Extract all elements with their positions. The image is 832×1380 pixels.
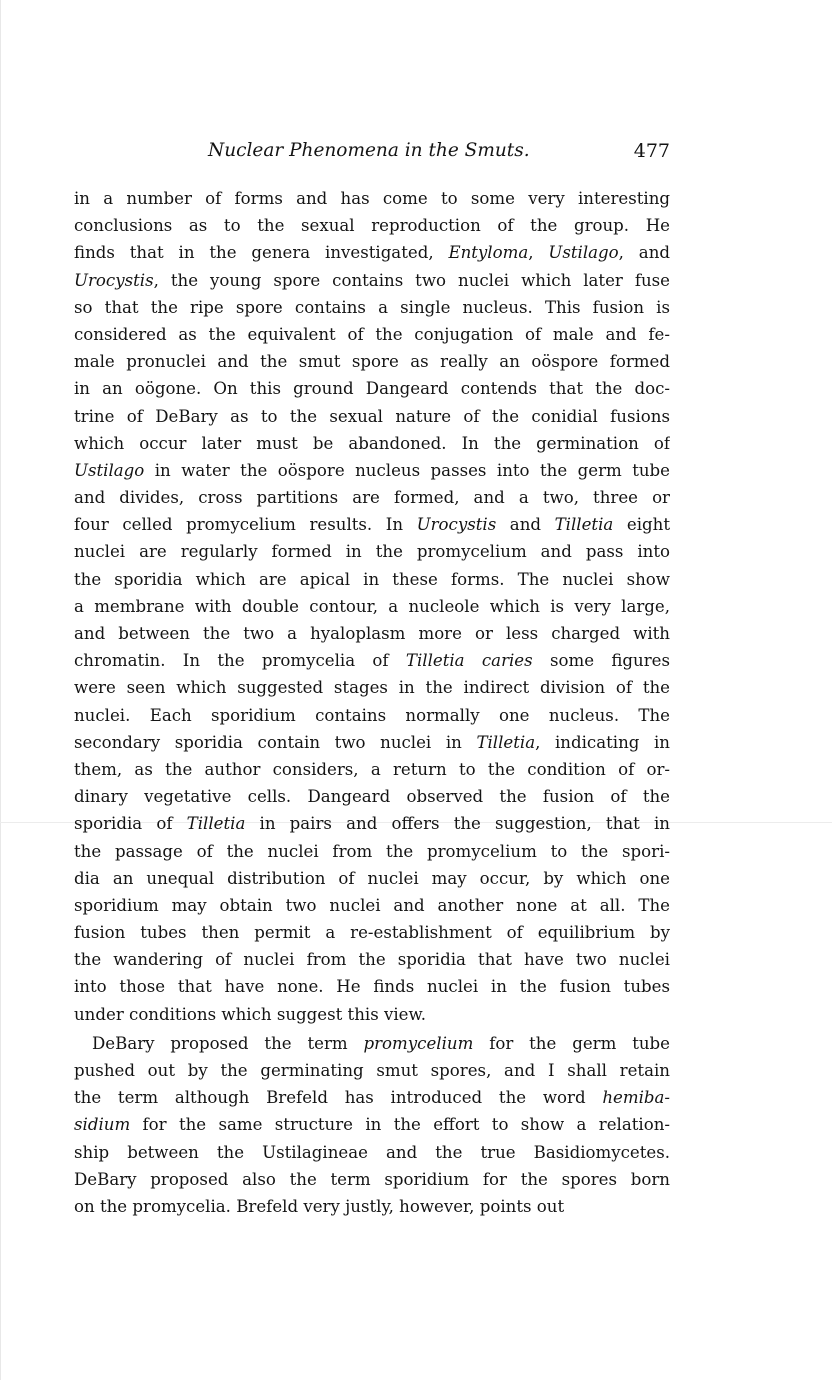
running-title: Nuclear Phenomena in the Smuts. bbox=[208, 140, 530, 161]
running-head bbox=[74, 138, 670, 164]
text-run: in an oögone. On this ground Dangeard contends that the doc- bbox=[74, 379, 670, 399]
text-run: DeBary proposed also the term sporidium for the spores born bbox=[74, 1169, 670, 1189]
text-run: into those that have none. He finds nuclei in the fusion tubes bbox=[74, 977, 670, 997]
text-run: secondary sporidia contain two nuclei in bbox=[74, 732, 477, 752]
text-line bbox=[74, 647, 670, 674]
text-run: for the germ tube bbox=[473, 1033, 670, 1053]
text-run: chromatin. In the promycelia of bbox=[74, 651, 406, 671]
text-line bbox=[74, 620, 670, 647]
text-line bbox=[74, 375, 670, 402]
italic-term: Tilletia caries bbox=[405, 651, 533, 671]
text-run: four celled promycelium results. In bbox=[74, 515, 417, 535]
text-run: , bbox=[528, 243, 549, 263]
italic-term: sidium bbox=[74, 1115, 131, 1135]
text-run: and between the two a hyaloplasm more or less charged with bbox=[74, 624, 670, 643]
italic-term: Ustilago bbox=[548, 243, 619, 263]
text-line bbox=[74, 430, 670, 457]
italic-term: promycelium bbox=[363, 1033, 474, 1053]
text-run: dinary vegetative cells. Dangeard observed the fusion of the bbox=[74, 787, 670, 807]
text-run: some figures bbox=[532, 651, 670, 671]
text-line bbox=[74, 1084, 670, 1111]
page-number: 477 bbox=[633, 140, 670, 162]
text-run: DeBary proposed the term bbox=[92, 1033, 364, 1053]
text-line bbox=[74, 946, 670, 973]
italic-term: Urocystis bbox=[416, 515, 497, 535]
text-run: so that the ripe spore contains a single nucleus. This fusion is bbox=[74, 297, 670, 317]
text-line bbox=[74, 566, 670, 593]
text-line bbox=[74, 1193, 670, 1220]
text-run: on the promycelia. Brefeld very justly, however, points out bbox=[74, 1196, 565, 1216]
text-run: considered as the equivalent of the conjugation of male and fe- bbox=[74, 324, 670, 344]
text-run: , and bbox=[618, 243, 670, 263]
text-run: male pronuclei and the smut spore as really an oöspore formed bbox=[74, 352, 670, 372]
text-run: fusion tubes then permit a re-establishment of equilibrium by bbox=[74, 923, 670, 943]
text-run: in pairs and offers the suggestion, that in bbox=[245, 814, 670, 834]
text-run: finds that in the genera investigated, bbox=[74, 243, 449, 263]
text-run: and bbox=[496, 515, 555, 535]
text-line bbox=[74, 1166, 670, 1193]
italic-term: hemiba- bbox=[602, 1088, 670, 1108]
text-line bbox=[74, 294, 670, 321]
italic-term: Tilletia bbox=[186, 814, 246, 834]
text-run: for the same structure in the effort to show a relation- bbox=[130, 1115, 670, 1135]
body-text bbox=[74, 185, 670, 1220]
text-run: , indicating in bbox=[535, 732, 670, 752]
text-run: them, as the author considers, a return to the condition of or- bbox=[74, 759, 670, 779]
text-run: the wandering of nuclei from the sporidia that have two nuclei bbox=[74, 950, 670, 970]
text-run: and divides, cross partitions are formed, and a two, three or bbox=[74, 488, 670, 508]
italic-term: Entyloma bbox=[448, 243, 529, 263]
text-run: the passage of the nuclei from the promycelium to the spori- bbox=[74, 841, 670, 861]
text-run: under conditions which suggest this view. bbox=[74, 1004, 427, 1024]
text-line bbox=[74, 593, 670, 620]
text-line bbox=[74, 1001, 670, 1028]
text-line bbox=[74, 321, 670, 348]
text-line bbox=[74, 1111, 670, 1138]
text-run: were seen which suggested stages in the indirect division of the bbox=[74, 678, 670, 698]
text-run: eight bbox=[613, 515, 670, 535]
text-line bbox=[74, 702, 670, 729]
italic-term: Ustilago bbox=[74, 460, 145, 480]
text-line bbox=[74, 892, 670, 919]
italic-term: Urocystis bbox=[74, 270, 154, 290]
text-run: sporidia of bbox=[74, 814, 187, 834]
text-line bbox=[74, 1057, 670, 1084]
text-line bbox=[74, 348, 670, 375]
text-run: , the young spore contains two nuclei which later fuse bbox=[153, 270, 670, 290]
text-line bbox=[74, 185, 670, 212]
text-run: ship between the Ustilagineae and the true Basidiomycetes. bbox=[74, 1142, 670, 1162]
text-line bbox=[74, 865, 670, 892]
text-line bbox=[74, 783, 670, 810]
text-line bbox=[74, 919, 670, 946]
text-line bbox=[74, 810, 670, 837]
text-line bbox=[74, 674, 670, 701]
text-run: the term although Brefeld has introduced the word bbox=[74, 1088, 603, 1108]
text-line bbox=[74, 538, 670, 565]
text-run: the sporidia which are apical in these forms. The nuclei show bbox=[74, 569, 670, 589]
text-run: which occur later must be abandoned. In the germination of bbox=[74, 433, 670, 453]
text-line bbox=[74, 511, 670, 538]
text-line bbox=[74, 756, 670, 783]
text-line bbox=[74, 267, 670, 294]
paragraph bbox=[74, 1030, 670, 1220]
text-line bbox=[74, 457, 670, 484]
text-line bbox=[74, 729, 670, 756]
text-run: a membrane with double contour, a nucleole which is very large, bbox=[74, 596, 670, 616]
text-run: dia an unequal distribution of nuclei may occur, by which one bbox=[74, 868, 670, 888]
text-line bbox=[74, 973, 670, 1000]
text-line bbox=[74, 484, 670, 511]
paragraph bbox=[74, 185, 670, 1028]
text-line bbox=[74, 239, 670, 266]
text-run: sporidium may obtain two nuclei and another none at all. The bbox=[74, 895, 670, 915]
text-run: pushed out by the germinating smut spores, and I shall retain bbox=[74, 1061, 670, 1080]
text-run: nuclei are regularly formed in the promycelium and pass into bbox=[74, 542, 670, 562]
text-line bbox=[74, 1030, 670, 1057]
italic-term: Tilletia bbox=[554, 515, 614, 535]
text-line bbox=[74, 403, 670, 430]
text-run: in water the oöspore nucleus passes into the germ tube bbox=[144, 460, 670, 480]
page-left-edge bbox=[0, 0, 1, 1380]
text-line bbox=[74, 1139, 670, 1166]
text-run: conclusions as to the sexual reproduction of the group. He bbox=[74, 216, 670, 236]
text-line bbox=[74, 212, 670, 239]
text-run: trine of DeBary as to the sexual nature of the conidial fusions bbox=[74, 406, 670, 426]
text-run: nuclei. Each sporidium contains normally one nucleus. The bbox=[74, 705, 670, 725]
text-run: in a number of forms and has come to some very interesting bbox=[74, 189, 670, 208]
text-line bbox=[74, 838, 670, 865]
italic-term: Tilletia bbox=[476, 732, 536, 752]
